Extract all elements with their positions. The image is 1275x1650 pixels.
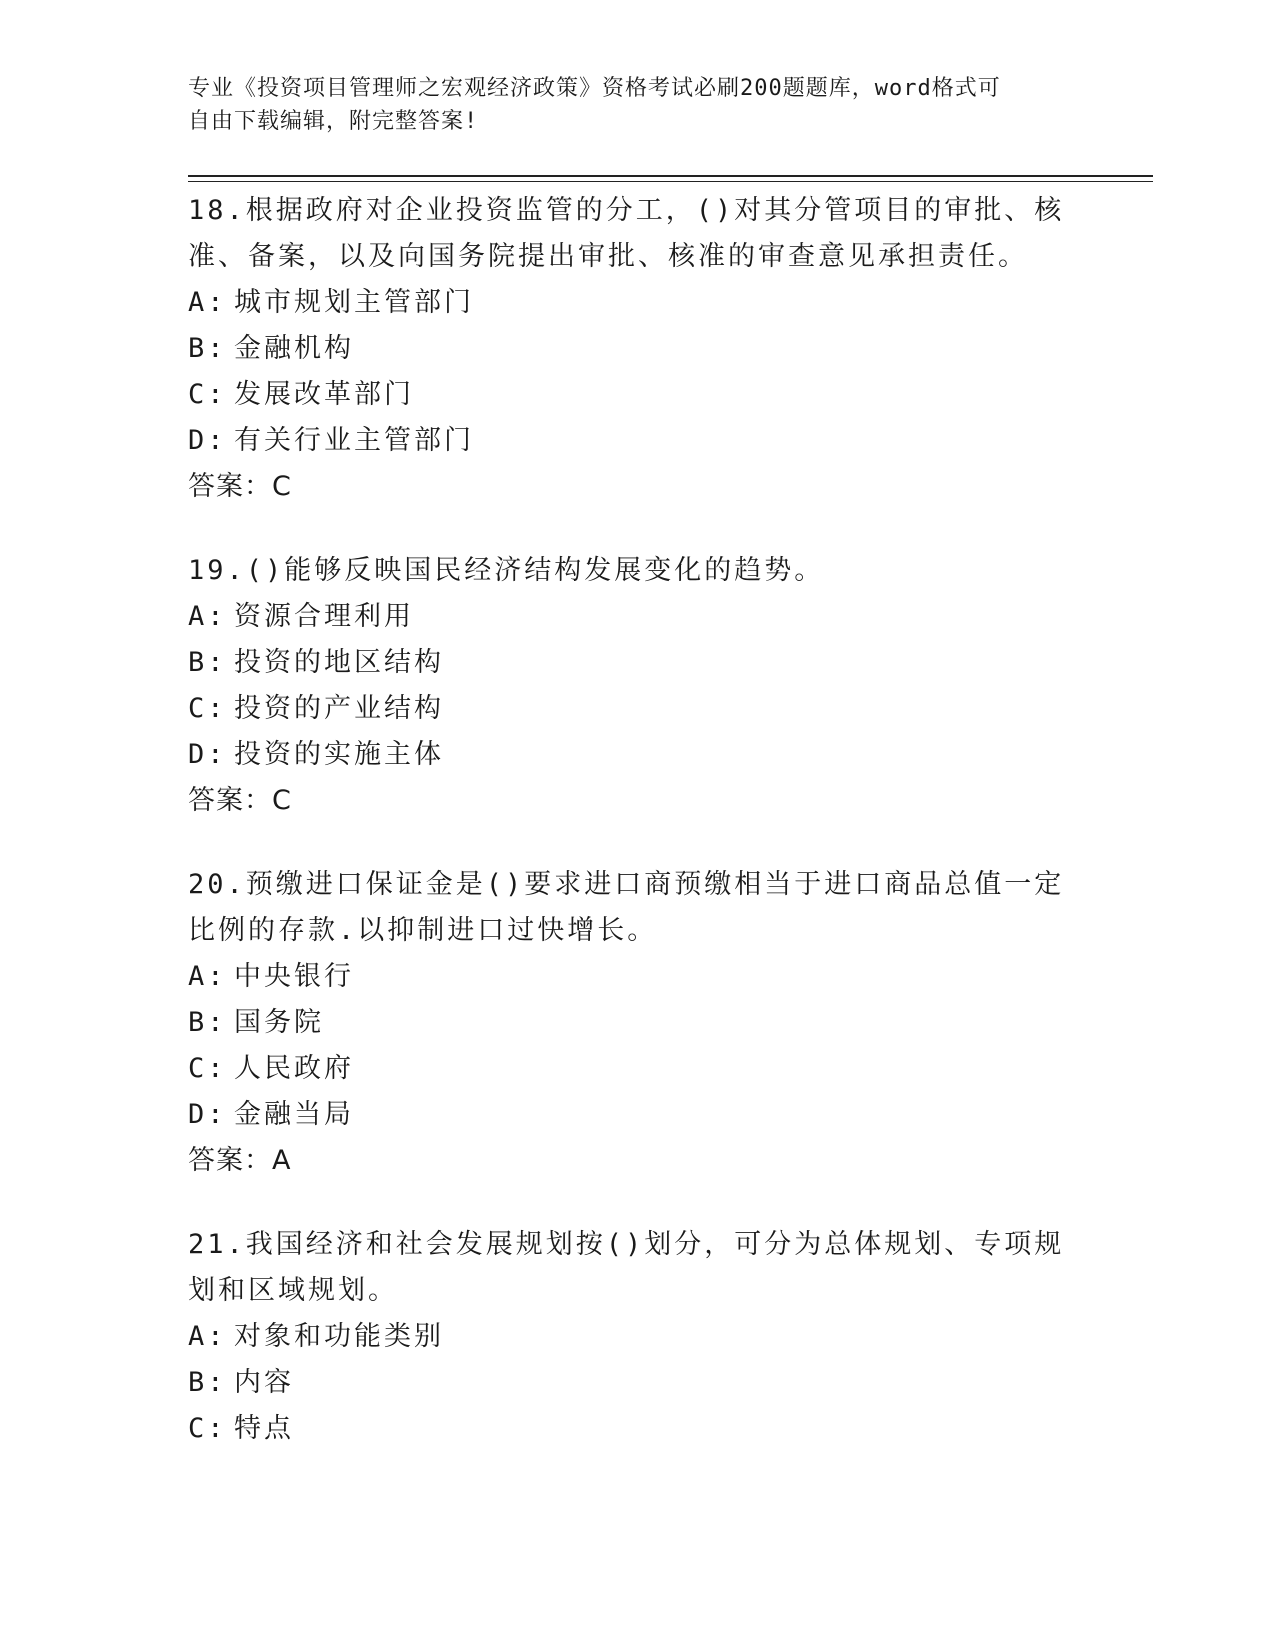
question-20: [188, 862, 1088, 1184]
option-key: D:: [188, 1099, 227, 1130]
option-b: [188, 640, 1088, 686]
option-b: [188, 326, 1088, 372]
answer-label: 答案：: [188, 785, 272, 816]
option-key: B:: [188, 1007, 227, 1038]
option-key: D:: [188, 739, 227, 770]
question-stem: 19.()能够反映国民经济结构发展变化的趋势。: [188, 555, 825, 586]
option-text: 资源合理利用: [234, 601, 414, 632]
option-d: [188, 418, 1088, 464]
document-header: [188, 72, 1088, 138]
question-18: [188, 188, 1088, 510]
option-text: 发展改革部门: [234, 379, 414, 410]
header-line-1: 专业《投资项目管理师之宏观经济政策》资格考试必刷200题题库，word格式可: [188, 76, 1001, 101]
option-key: C:: [188, 1053, 227, 1084]
header-divider-thin: [188, 181, 1153, 182]
option-text: 人民政府: [234, 1053, 354, 1084]
question-19: [188, 548, 1088, 824]
question-stem: 20.预缴进口保证金是()要求进口商预缴相当于进口商品总值一定比例的存款.以抑制进口过快增长。: [188, 869, 1065, 946]
option-text: 有关行业主管部门: [234, 425, 474, 456]
option-key: C:: [188, 693, 227, 724]
answer-line: [188, 778, 1088, 824]
answer-value: A: [272, 1145, 292, 1176]
answer-label: 答案：: [188, 1145, 272, 1176]
question-list: [188, 188, 1088, 1490]
question-21: [188, 1222, 1088, 1452]
answer-line: [188, 464, 1088, 510]
option-key: A:: [188, 601, 227, 632]
header-divider-thick: [188, 175, 1153, 177]
option-text: 投资的产业结构: [234, 693, 444, 724]
option-key: B:: [188, 333, 227, 364]
option-text: 特点: [234, 1413, 294, 1444]
option-b: [188, 1360, 1088, 1406]
answer-line: [188, 1138, 1088, 1184]
option-d: [188, 732, 1088, 778]
option-a: [188, 594, 1088, 640]
option-key: A:: [188, 1321, 227, 1352]
option-a: [188, 954, 1088, 1000]
option-key: D:: [188, 425, 227, 456]
option-text: 对象和功能类别: [234, 1321, 444, 1352]
option-key: A:: [188, 961, 227, 992]
option-key: B:: [188, 647, 227, 678]
option-text: 城市规划主管部门: [234, 287, 474, 318]
option-c: [188, 372, 1088, 418]
option-text: 中央银行: [234, 961, 354, 992]
option-text: 金融当局: [234, 1099, 354, 1130]
question-stem: 18.根据政府对企业投资监管的分工，()对其分管项目的审批、核准、备案，以及向国务院提出审批、核准的审查意见承担责任。: [188, 195, 1065, 272]
option-text: 内容: [234, 1367, 294, 1398]
option-c: [188, 1046, 1088, 1092]
option-text: 金融机构: [234, 333, 354, 364]
option-d: [188, 1092, 1088, 1138]
option-key: B:: [188, 1367, 227, 1398]
option-key: C:: [188, 379, 227, 410]
answer-value: C: [272, 785, 292, 816]
answer-label: 答案：: [188, 471, 272, 502]
question-stem: 21.我国经济和社会发展规划按()划分，可分为总体规划、专项规划和区域规划。: [188, 1229, 1065, 1306]
option-text: 国务院: [234, 1007, 324, 1038]
option-c: [188, 1406, 1088, 1452]
option-c: [188, 686, 1088, 732]
option-key: C:: [188, 1413, 227, 1444]
option-b: [188, 1000, 1088, 1046]
option-a: [188, 280, 1088, 326]
answer-value: C: [272, 471, 292, 502]
header-line-2: 自由下载编辑，附完整答案!: [188, 109, 479, 134]
option-text: 投资的地区结构: [234, 647, 444, 678]
option-key: A:: [188, 287, 227, 318]
option-text: 投资的实施主体: [234, 739, 444, 770]
option-a: [188, 1314, 1088, 1360]
